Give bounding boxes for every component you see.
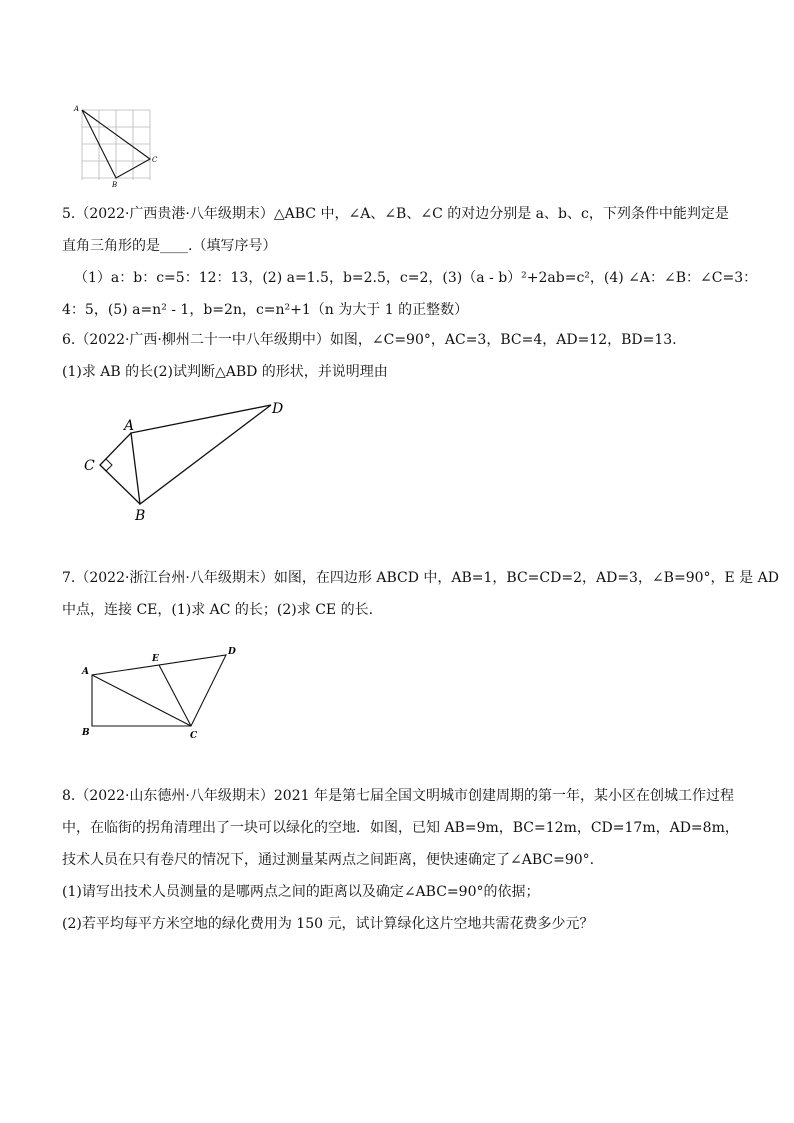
triangle-acb — [100, 433, 140, 504]
right-angle-mark — [100, 459, 112, 471]
label-c: C — [84, 458, 95, 474]
grid-lines — [82, 110, 150, 180]
label-b: B — [82, 728, 90, 738]
q8-line-3: 技术人员在只有卷尺的情况下，通过测量某两点之间距离，便快速确定了∠ABC=90°. — [62, 852, 595, 868]
segment-ce — [159, 665, 191, 726]
label-e: E — [152, 654, 159, 664]
triangle-abd — [131, 405, 271, 504]
q5-line-2: 直角三角形的是____.（填写序号） — [62, 238, 277, 254]
q8-line-5: (2)若平均每平方米空地的绿化费用为 150 元，试计算绿化这片空地共需花费多少元？ — [62, 916, 594, 932]
q7-line-2: 中点，连接 CE，(1)求 AC 的长；(2)求 CE 的长. — [62, 602, 374, 618]
label-c: C — [152, 156, 158, 164]
grid-triangle-figure — [70, 102, 162, 188]
q6-line-1: 6.（2022·广西·柳州二十一中八年级期中）如图，∠C=90°，AC=3，BC=4，AD=12，BD=13. — [62, 332, 677, 348]
q8-line-4: (1)请写出技术人员测量的是哪两点之间的距离以及确定∠ABC=90°的依据； — [62, 884, 540, 900]
label-d: D — [272, 401, 284, 417]
q6-line-2: (1)求 AB 的长(2)试判断△ABD 的形状，并说明理由 — [62, 364, 388, 380]
label-c: C — [190, 731, 198, 741]
q6-figure — [78, 395, 298, 525]
segment-ac — [92, 675, 191, 726]
q5-line-3: （1）a：b：c=5：12：13，(2) a=1.5，b=2.5，c=2，(3)（a - b）²+2ab=c²，(4) ∠A：∠B：∠C=3： — [74, 270, 758, 286]
label-b: B — [112, 181, 118, 188]
q7-figure — [78, 643, 248, 743]
q5-line-1: 5.（2022·广西贵港·八年级期末）△ABC 中，∠A、∠B、∠C 的对边分别是 a、b、c，下列条件中能判定是 — [62, 206, 729, 222]
label-a: A — [74, 105, 80, 113]
label-d: D — [228, 647, 236, 657]
q7-line-1: 7.（2022·浙江台州·八年级期末）如图，在四边形 ABCD 中，AB=1，BC=CD=2，AD=3，∠B=90°，E 是 AD — [62, 570, 779, 586]
q8-line-1: 8.（2022·山东德州·八年级期末）2021 年是第七届全国文明城市创建周期的第一年，某小区在创城工作过程 — [62, 788, 734, 804]
q5-line-4: 4：5，(5) a=n² - 1，b=2n，c=n²+1（n 为大于 1 的正整数） — [62, 302, 469, 318]
label-b: B — [135, 508, 146, 524]
label-a: A — [124, 418, 135, 434]
label-a: A — [82, 667, 89, 677]
q8-line-2: 中，在临街的拐角清理出了一块可以绿化的空地．如图，已知 AB=9m，BC=12m，CD=17m，AD=8m， — [62, 820, 739, 836]
